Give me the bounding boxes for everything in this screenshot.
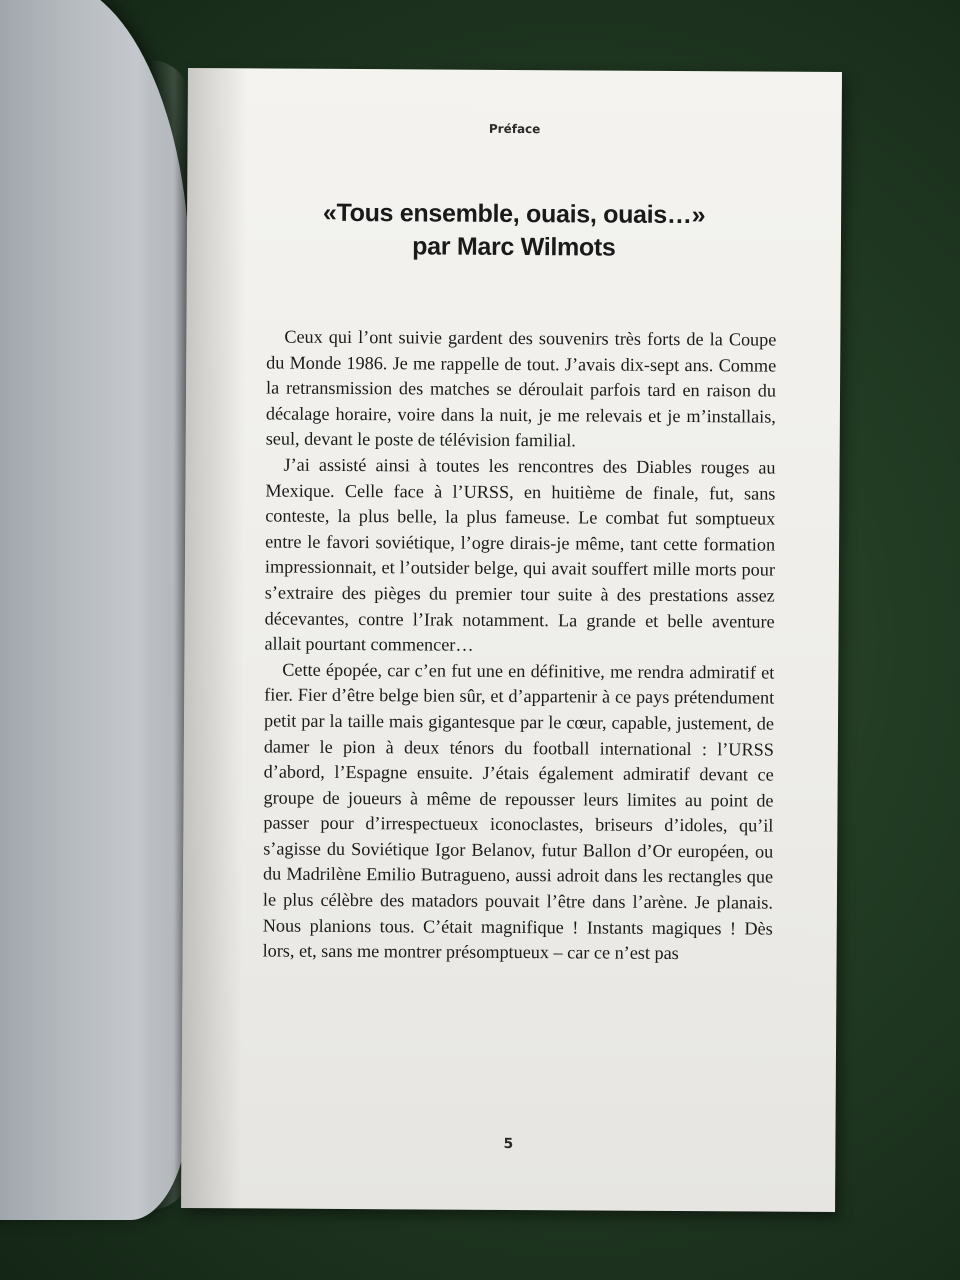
book-page bbox=[181, 68, 842, 1212]
chapter-title-line-2: par Marc Wilmots bbox=[412, 232, 616, 262]
paragraph-3: Cette épopée, car c’en fut une en définitive, me rendra admiratif et fier. Fier d’être belge bien sûr, et d’appartenir à ce pays prétendument petit par la taille mais gigantesque par le cœur, capable, justement, de damer le pion à deux ténors du football international : l’URSS d’abord, l’Espagne ensuite. J’étais également admiratif devant ce groupe de joueurs à même de repousser leurs limites au point de passer pour d’irrespectueux iconoclastes, briseurs d’idoles, qu’il s’agisse du Soviétique Igor Belanov, futur Ballon d’Or européen, ou du Madrilène Emilio Butragueno, aussi adroit dans les rectangles que le plus célèbre des matadors pouvait l’être dans l’arène. Je planais. Nous planions tous. C’était magnifique ! Instants magiques ! Dès lors, et, sans me montrer présomptueux – car ce n’est pas bbox=[262, 659, 775, 964]
running-head: Préface bbox=[488, 121, 541, 137]
chapter-title-line-1: «Tous ensemble, ouais, ouais…» bbox=[322, 198, 706, 230]
body-text bbox=[263, 324, 777, 967]
page-number: 5 bbox=[503, 1135, 514, 1153]
paragraph-2: J’ai assisté ainsi à toutes les rencontres des Diables rouges au Mexique. Celle face à l’URSS, en huitième de finale, fut, sans conteste, la plus belle, la plus fameuse. Le combat fut somptueux entre le favori soviétique, l’ogre dirais-je même, tant cette formation impressionnait, et l’outsider belge, qui avait souffert mille morts pour s’extraire des pièges du premier tour suite à des prestations assez décevantes, contre l’Irak notamment. La grande et belle aventure allait pourtant commencer… bbox=[264, 454, 776, 655]
paragraph-1: Ceux qui l’ont suivie gardent des souvenirs très forts de la Coupe du Monde 1986. Je me rappelle de tout. J’avais dix-sept ans. Comme la retransmission des matches se déroulait parfois tard en raison du décalage horaire, voire dans la nuit, je me relevais et je m’installais, seul, devant le poste de télévision familial. bbox=[265, 326, 777, 451]
chapter-title bbox=[187, 196, 841, 266]
